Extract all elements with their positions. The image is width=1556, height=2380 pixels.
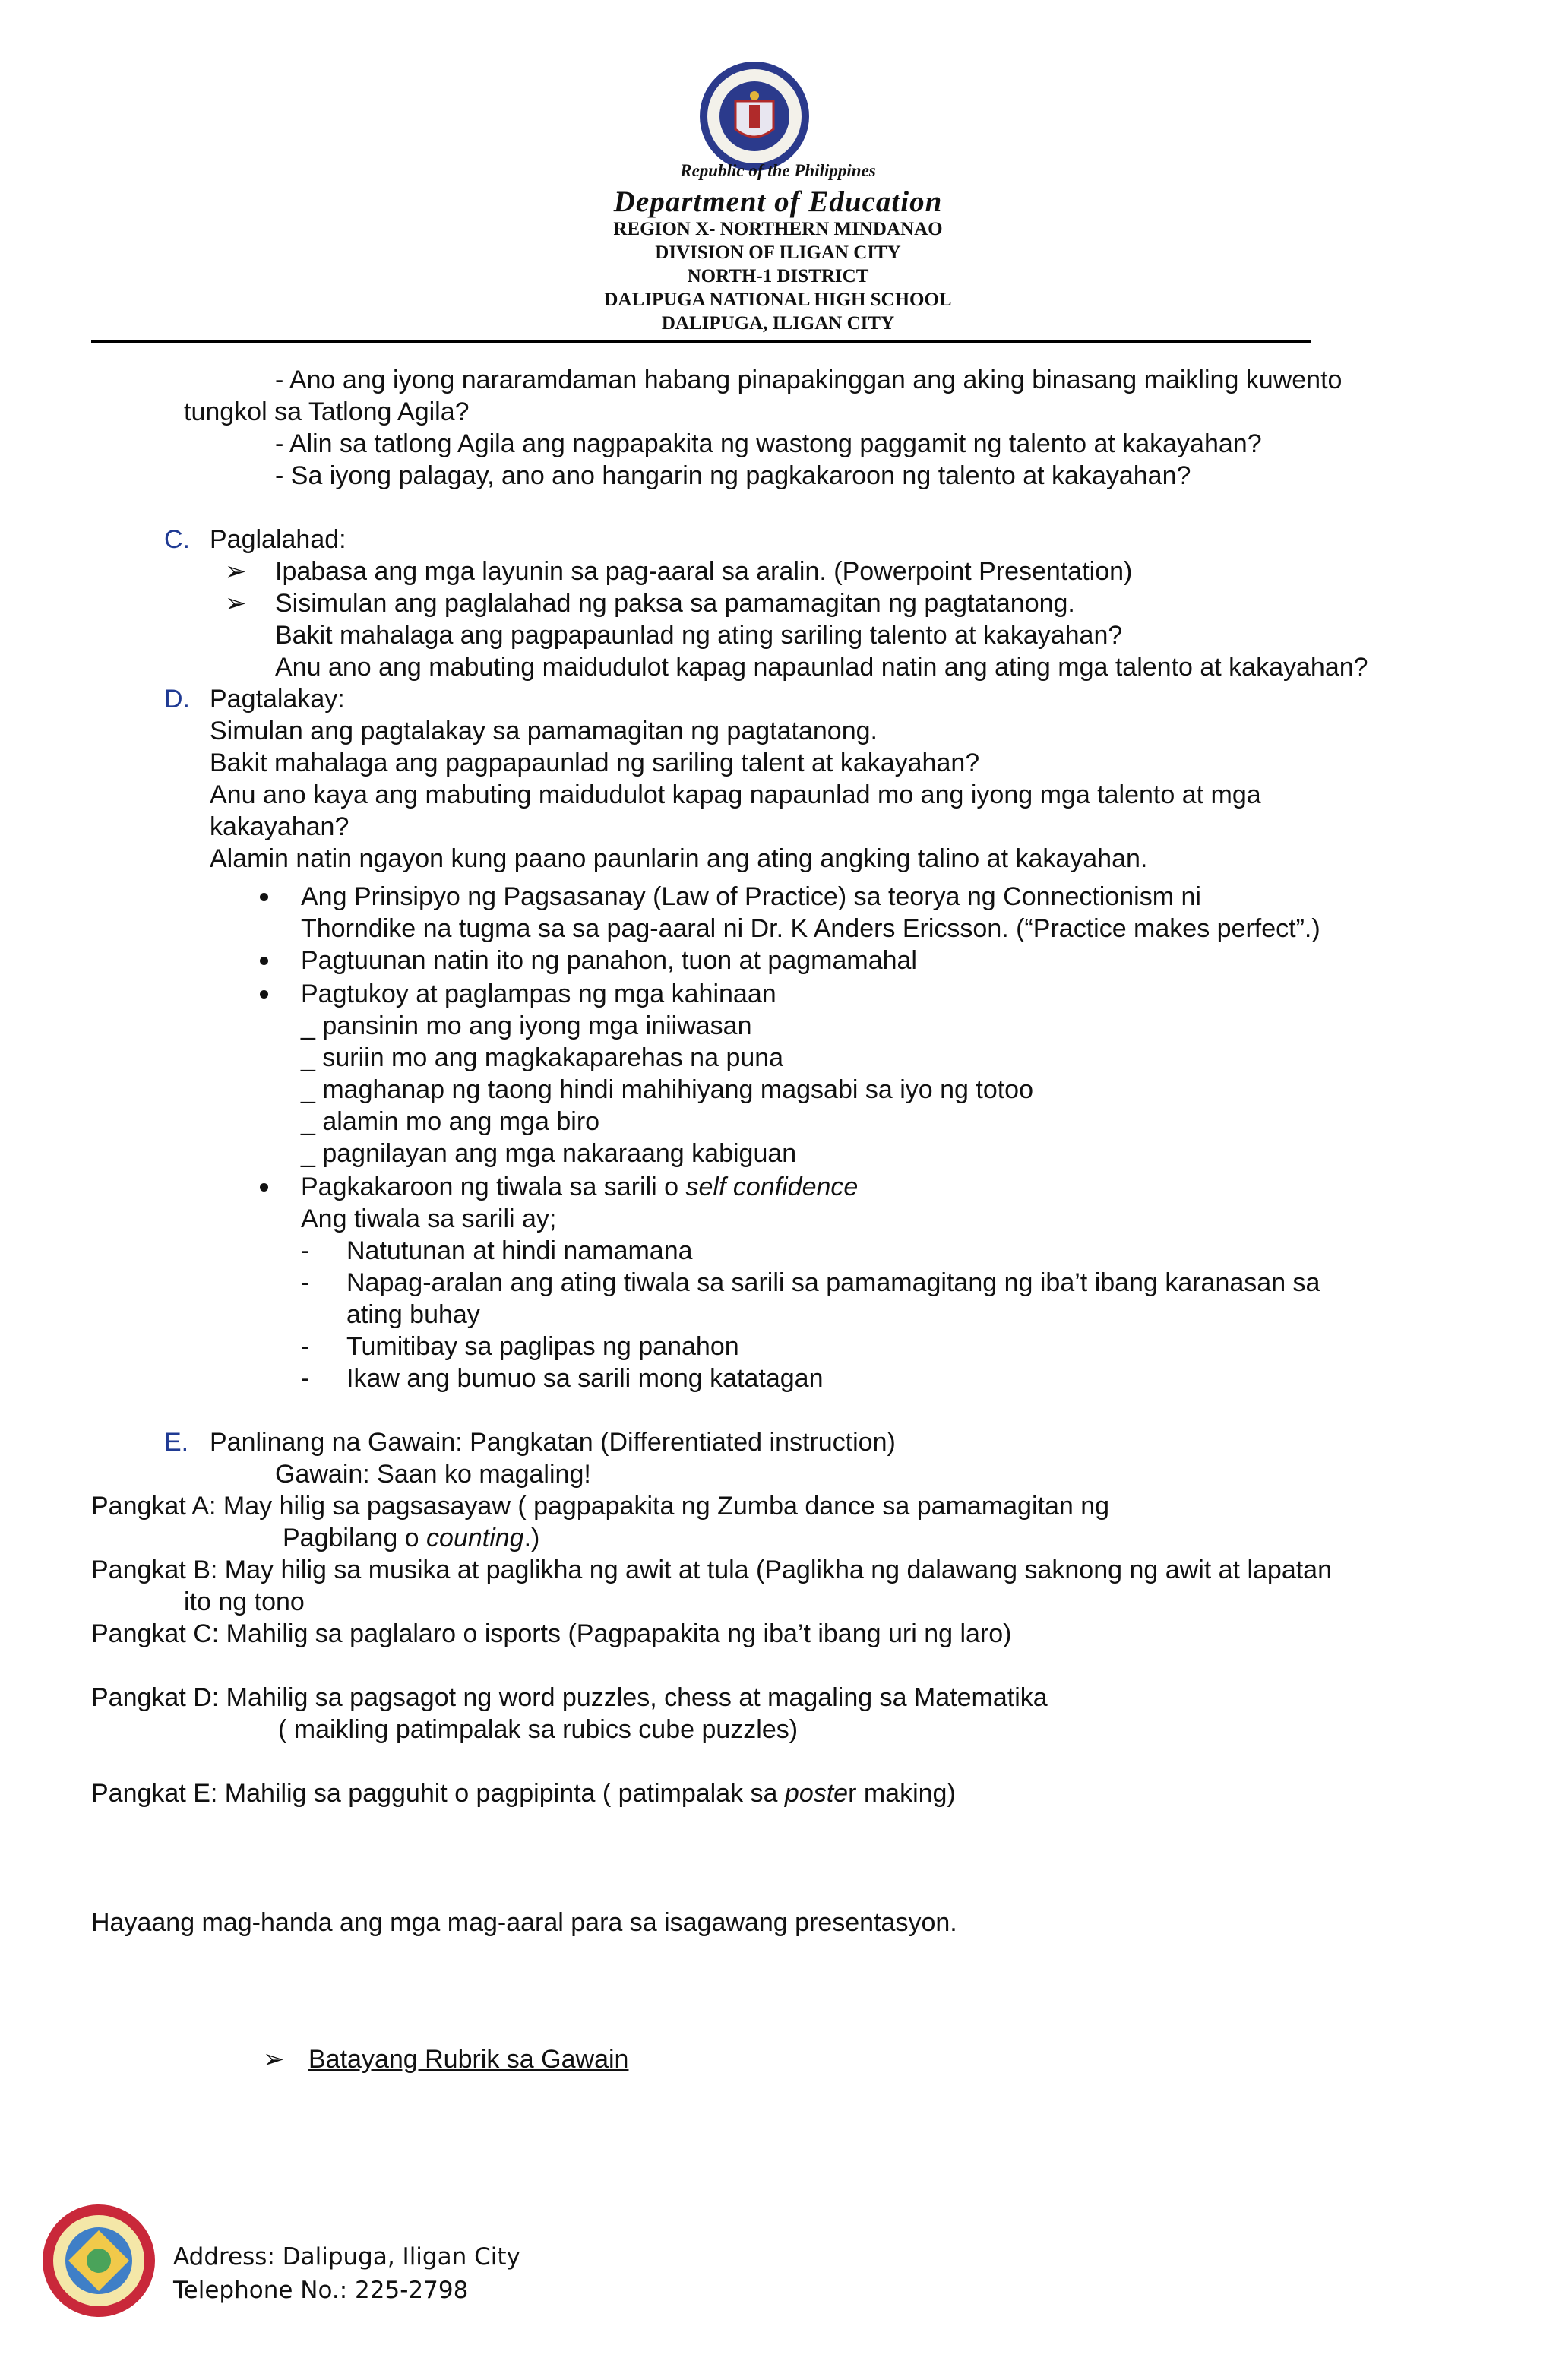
school-logo [38, 2200, 160, 2321]
section-c-item-2c: Anu ano ang mabuting maidudulot kapag napaunlad natin ang ating mga talento at kakayahan? [275, 653, 1368, 682]
dash-item-1: Natutunan at hindi namamana [346, 1236, 693, 1265]
footer-address: Address: Dalipuga, Iligan City [173, 2243, 520, 2271]
pangkat-a: Pangkat A: May hilig sa pagsasayaw ( pagpapakita ng Zumba dance sa pamamagitan ng [91, 1492, 1110, 1521]
section-d-line-2: Bakit mahalaga ang pagpapaunlad ng sariling talent at kakayahan? [210, 748, 980, 777]
header-place: DALIPUGA, ILIGAN CITY [661, 313, 895, 334]
pangkat-a-italic: counting [426, 1524, 524, 1552]
dash-item-4: Ikaw ang bumuo sa sarili mong katatagan [346, 1364, 824, 1393]
pangkat-e-end: r making) [848, 1779, 956, 1808]
header-school: DALIPUGA NATIONAL HIGH SCHOOL [604, 290, 952, 310]
section-c-item-2b: Bakit mahalaga ang pagpapaunlad ng ating sariling talento at kakayahan? [275, 621, 1123, 650]
question-2: - Alin sa tatlong Agila ang nagpapakita ng wastong paggamit ng talento at kakayahan? [275, 429, 1262, 458]
header-region: REGION X- NORTHERN MINDANAO [613, 219, 943, 239]
pangkat-a-end: .) [523, 1524, 540, 1552]
section-d-line-5: Alamin natin ngayon kung paano paunlarin ang ating angking talino at kakayahan. [210, 844, 1148, 873]
section-d-bullet-4 [301, 1172, 858, 1202]
sub-item-3: _ maghanap ng taong hindi mahihiyang magsabi sa iyo ng totoo [301, 1075, 1034, 1104]
header-republic: Republic of the Philippines [680, 161, 876, 180]
section-d-bullet-1-cont: Thorndike na tugma sa sa pag-aaral ni Dr. K Anders Ericsson. (“Practice makes perfect”.) [301, 914, 1320, 943]
dash-item-2-cont: ating buhay [346, 1300, 480, 1329]
section-e-title: Panlinang na Gawain: Pangkatan (Differentiated instruction) [210, 1428, 896, 1457]
question-1: - Ano ang iyong nararamdaman habang pinapakinggan ang aking binasang maikling kuwento [275, 366, 1343, 394]
bullet-dot-icon [260, 990, 268, 999]
section-c-item-1: Ipabasa ang mga layunin sa pag-aaral sa aralin. (Powerpoint Presentation) [275, 557, 1133, 586]
header-department: Department of Education [613, 185, 943, 218]
dash-marker: - [301, 1332, 310, 1361]
dash-marker: - [301, 1268, 310, 1297]
pangkat-d: Pangkat D: Mahilig sa pagsagot ng word puzzles, chess at magaling sa Matematika [91, 1683, 1048, 1712]
hayaan-line: Hayaang mag-handa ang mga mag-aaral para sa isagawang presentasyon. [91, 1908, 957, 1937]
section-d-title: Pagtalakay: [210, 685, 345, 714]
sub-item-4: _ alamin mo ang mga biro [301, 1107, 600, 1136]
section-c-item-2: Sisimulan ang paglalahad ng paksa sa pamamagitan ng pagtatanong. [275, 589, 1075, 618]
section-d-line-4: kakayahan? [210, 812, 349, 841]
bullet-4-text: Pagkakaroon ng tiwala sa sarili o [301, 1173, 686, 1201]
arrow-bullet-icon: ➢ [263, 2045, 285, 2074]
dash-item-2: Napag-aralan ang ating tiwala sa sarili sa pamamagitang ng iba’t ibang karanasan sa [346, 1268, 1320, 1297]
section-d-line-1: Simulan ang pagtalakay sa pamamagitan ng pagtatanong. [210, 717, 878, 745]
pangkat-a-text: Pagbilang o [283, 1524, 427, 1552]
section-d-line-3: Anu ano kaya ang mabuting maidudulot kapag napaunlad mo ang iyong mga talento at mga [210, 780, 1261, 809]
header-division: DIVISION OF ILIGAN CITY [655, 242, 901, 263]
bullet-dot-icon [260, 957, 268, 965]
section-e-letter: E. [164, 1428, 189, 1457]
sub-item-5: _ pagnilayan ang mga nakaraang kabiguan [301, 1139, 797, 1168]
footer-telephone: Telephone No.: 225-2798 [173, 2277, 469, 2304]
bullet-dot-icon [260, 1183, 268, 1192]
pangkat-b: Pangkat B: May hilig sa musika at paglikha ng awit at tula (Paglikha ng dalawang saknong ng awit at lapatan [91, 1556, 1332, 1584]
sub-item-2: _ suriin mo ang magkakaparehas na puna [301, 1043, 784, 1072]
pangkat-d-cont: ( maikling patimpalak sa rubics cube puzzles) [278, 1715, 799, 1744]
rubrik-heading: Batayang Rubrik sa Gawain [308, 2045, 629, 2074]
pangkat-b-cont: ito ng tono [184, 1587, 305, 1616]
dash-marker: - [301, 1364, 310, 1393]
pangkat-e-italic: poste [784, 1779, 849, 1808]
bullet-4-italic: self confidence [685, 1173, 859, 1201]
pangkat-e [91, 1778, 956, 1809]
section-d-bullet-3: Pagtukoy at paglampas ng mga kahinaan [301, 980, 776, 1008]
section-d-bullet-4-cont: Ang tiwala sa sarili ay; [301, 1204, 557, 1233]
dash-item-3: Tumitibay sa paglipas ng panahon [346, 1332, 739, 1361]
header-divider [91, 340, 1311, 343]
section-e-gawain: Gawain: Saan ko magaling! [275, 1460, 591, 1489]
pangkat-a-cont [283, 1523, 539, 1553]
question-3: - Sa iyong palagay, ano ano hangarin ng pagkakaroon ng talento at kakayahan? [275, 461, 1191, 490]
pangkat-c: Pangkat C: Mahilig sa paglalaro o isports (Pagpapakita ng iba’t ibang uri ng laro) [91, 1619, 1012, 1648]
section-d-letter: D. [164, 685, 190, 714]
pangkat-e-text: Pangkat E: Mahilig sa pagguhit o pagpipinta ( patimpalak sa [91, 1779, 785, 1808]
bullet-dot-icon [260, 893, 268, 901]
question-1-cont: tungkol sa Tatlong Agila? [184, 397, 470, 426]
section-d-bullet-2: Pagtuunan natin ito ng panahon, tuon at pagmamahal [301, 946, 917, 975]
sub-item-1: _ pansinin mo ang iyong mga iniiwasan [301, 1011, 752, 1040]
section-d-bullet-1: Ang Prinsipyo ng Pagsasanay (Law of Practice) sa teorya ng Connectionism ni [301, 882, 1201, 911]
dash-marker: - [301, 1236, 310, 1265]
section-c-letter: C. [164, 525, 190, 554]
arrow-bullet-icon: ➢ [225, 557, 247, 586]
header-district: NORTH-1 DISTRICT [687, 266, 869, 286]
deped-seal-logo [697, 59, 811, 173]
section-c-title: Paglalahad: [210, 525, 346, 554]
arrow-bullet-icon: ➢ [225, 589, 247, 618]
